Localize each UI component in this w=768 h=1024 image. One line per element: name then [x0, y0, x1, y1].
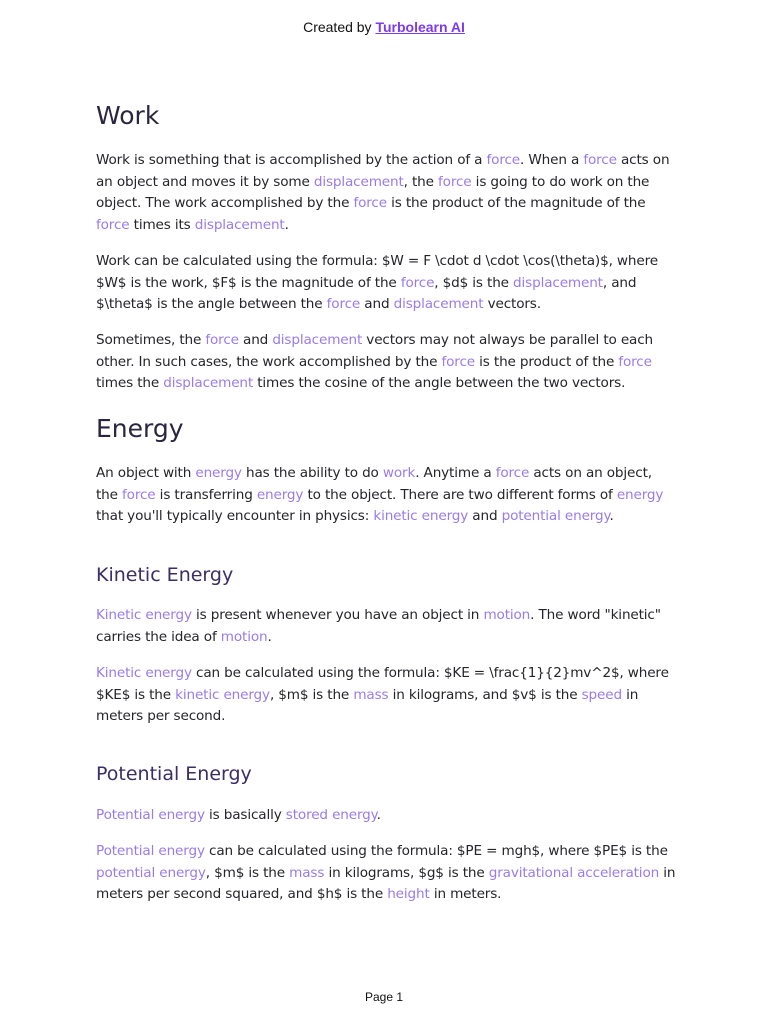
keyword-displacement: displacement [194, 216, 285, 233]
keyword-force: force [495, 465, 530, 481]
text-run: and [468, 508, 502, 524]
text-run: Work can be calculated using the formula: $W = F \cdot d \cdot \cos(\theta)$, where $W$ is the work, $F$ is the magnitude of the [96, 253, 658, 291]
text-run: Work is something that is accomplished by the action of a [96, 152, 487, 168]
potential-paragraph-1 [96, 805, 676, 827]
keyword-motion: motion [483, 607, 531, 623]
keyword-potential-energy: potential energy [96, 864, 206, 881]
kinetic-paragraph-1 [96, 605, 676, 648]
text-run: , $d$ is the [434, 274, 514, 291]
keyword-force: force [400, 274, 435, 291]
text-run: . [376, 807, 381, 823]
text-run: . When a [520, 152, 584, 168]
work-paragraph-2 [96, 251, 676, 316]
text-run: acts on an object, the [96, 465, 652, 503]
keyword-energy: energy [616, 486, 664, 503]
keyword-force: force [122, 486, 156, 503]
keyword-kinetic-energy: kinetic energy [175, 686, 270, 703]
text-run: , the [403, 173, 439, 190]
text-run: , $m$ is the [269, 686, 354, 703]
keyword-force: force [353, 195, 387, 211]
text-run: times the [96, 375, 164, 391]
heading-work: Work [96, 101, 160, 130]
keyword-displacement: displacement [513, 274, 603, 291]
text-run: and [238, 332, 273, 348]
keyword-kinetic-energy: Kinetic energy [96, 607, 192, 623]
text-run: times its [129, 216, 195, 233]
text-run: An object with [96, 465, 196, 481]
turbolearn-link[interactable]: Turbolearn AI [375, 19, 465, 35]
keyword-kinetic-energy: Kinetic energy [96, 665, 192, 681]
text-run: . [609, 508, 614, 524]
text-run: in meters. [429, 886, 502, 902]
text-run: vectors may not always be parallel to each other. In such cases, the work accomplished by the [96, 332, 654, 370]
text-run: in meters per second squared, and $h$ is the [96, 864, 676, 902]
keyword-force: force [438, 173, 472, 190]
text-run: has the ability to do [241, 465, 383, 481]
keyword-stored-energy: stored energy [285, 807, 377, 823]
text-run: in meters per second. [96, 686, 639, 724]
text-run: in kilograms, and $v$ is the [388, 686, 582, 703]
keyword-force: force [583, 152, 617, 168]
work-paragraph-1 [96, 150, 676, 236]
text-run: is going to do work on the object. The work accomplished by the [96, 173, 650, 211]
text-run: is transferring [155, 486, 257, 503]
work-paragraph-3 [96, 330, 676, 395]
heading-energy: Energy [96, 414, 184, 443]
text-run: vectors. [483, 296, 541, 312]
keyword-force: force [205, 332, 239, 348]
keyword-energy: energy [195, 465, 242, 481]
kinetic-paragraph-2 [96, 663, 676, 728]
keyword-motion: motion [220, 628, 268, 645]
keyword-height: height [387, 886, 430, 902]
keyword-displacement: displacement [163, 375, 254, 391]
keyword-mass: mass [289, 864, 325, 881]
energy-paragraph-1 [96, 463, 676, 528]
heading-potential-energy: Potential Energy [96, 763, 252, 785]
text-run: in kilograms, $g$ is the [324, 864, 489, 881]
keyword-force: force [618, 353, 652, 370]
text-run: . The word "kinetic" carries the idea of [96, 607, 661, 645]
keyword-work: work [382, 465, 416, 481]
keyword-energy: energy [256, 486, 304, 503]
keyword-force: force [486, 152, 521, 168]
text-run: acts on an object and moves it by some [96, 152, 670, 190]
header-prefix: Created by [303, 19, 376, 35]
keyword-potential-energy: Potential energy [96, 807, 205, 823]
keyword-force: force [96, 216, 130, 233]
keyword-force: force [326, 296, 361, 312]
keyword-speed: speed [581, 686, 622, 703]
keyword-kinetic-energy: kinetic energy [373, 508, 469, 524]
text-run: is present whenever you have an object in [191, 607, 484, 623]
text-run: . [284, 216, 289, 233]
text-run: , $m$ is the [205, 864, 290, 881]
keyword-displacement: displacement [393, 296, 484, 312]
text-run: . Anytime a [415, 465, 496, 481]
text-run: is the product of the [474, 353, 619, 370]
keyword-gravitational-acceleration: gravitational acceleration [488, 864, 660, 881]
text-run: can be calculated using the formula: $PE = mgh$, where $PE$ is the [204, 843, 668, 859]
text-run: is the product of the magnitude of the [386, 195, 646, 211]
keyword-potential-energy: Potential energy [96, 843, 205, 859]
keyword-displacement: displacement [313, 173, 404, 190]
text-run: and [360, 296, 394, 312]
keyword-potential-energy: potential energy [501, 508, 610, 524]
page-header [0, 19, 768, 35]
text-run: Sometimes, the [96, 332, 206, 348]
page-number: Page 1 [364, 990, 404, 1004]
text-run: times the cosine of the angle between the two vectors. [253, 375, 626, 391]
keyword-force: force [441, 353, 475, 370]
text-run: . [267, 628, 272, 645]
text-run: is basically [204, 807, 286, 823]
text-run: can be calculated using the formula: $KE = \frac{1}{2}mv^2$, where $KE$ is the [96, 665, 669, 703]
potential-paragraph-2 [96, 841, 676, 906]
text-run: , and $\theta$ is the angle between the [96, 274, 637, 312]
heading-kinetic-energy: Kinetic Energy [96, 564, 234, 586]
keyword-displacement: displacement [272, 332, 363, 348]
text-run: to the object. There are two different forms of [303, 486, 617, 503]
text-run: that you'll typically encounter in physics: [96, 508, 374, 524]
keyword-mass: mass [353, 686, 389, 703]
